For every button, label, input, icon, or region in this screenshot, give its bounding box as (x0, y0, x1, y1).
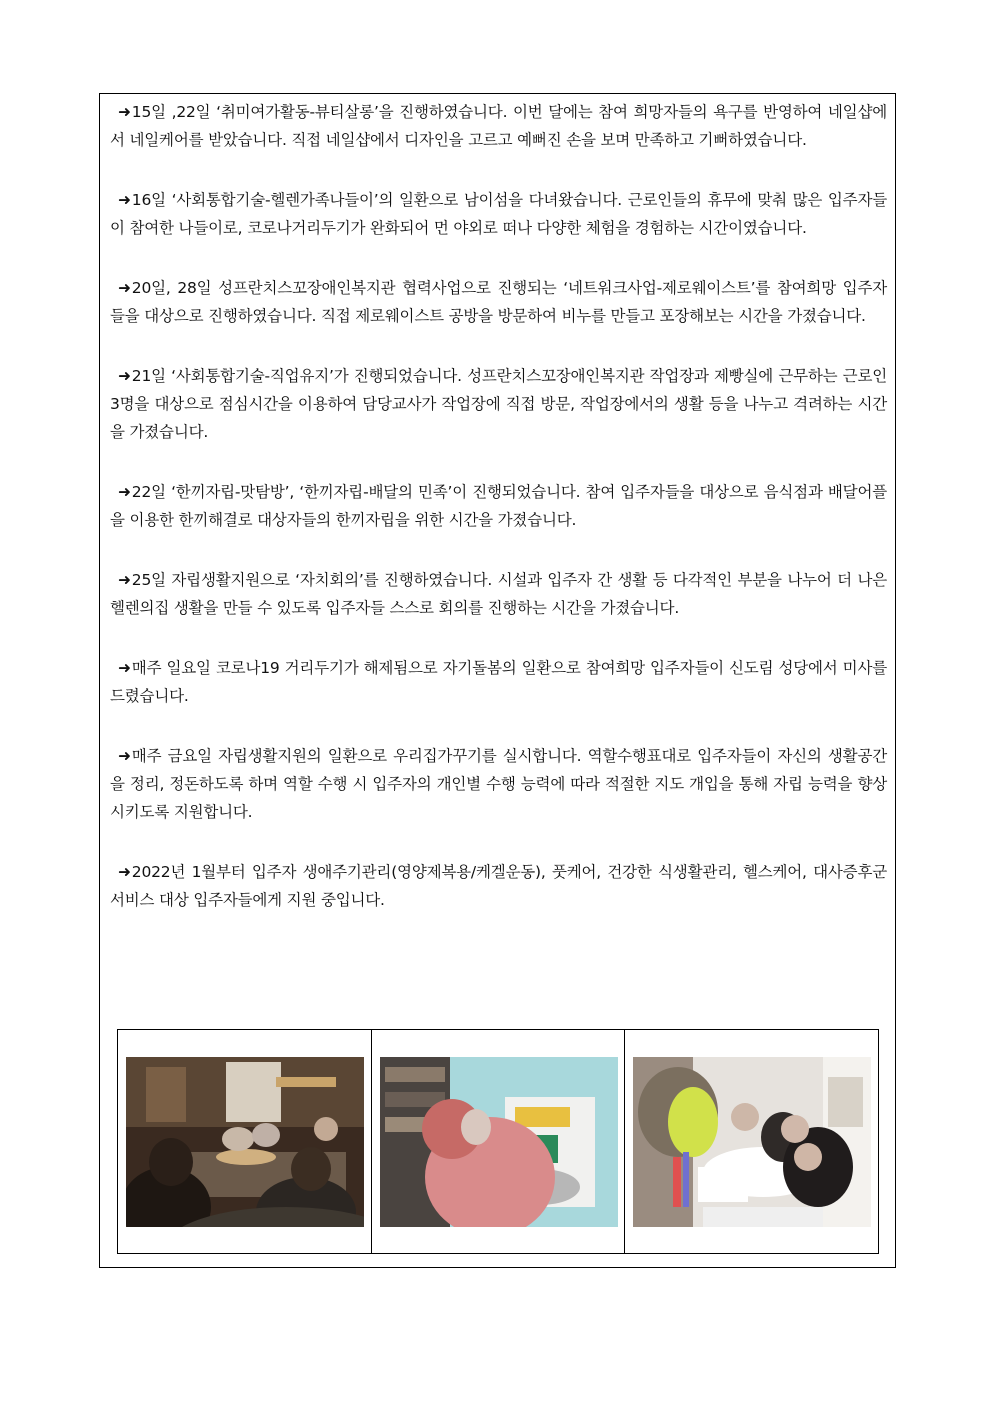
paragraph-job-retention: ➜21일 ‘사회통합기술-직업유지’가 진행되었습니다. 성프란치스꼬장애인복지관 작업장과 제빵실에 근무하는 근로인 3명을 대상으로 점심시간을 이용하여 담당교사가 작업장에 직접 방문, 작업장에서의 생활 등을 나누고 격려하는 시간을 가졌습니다. (110, 367, 887, 441)
photo-cell (372, 1030, 626, 1253)
paragraph-home-care: ➜매주 금요일 자립생활지원의 일환으로 우리집가꾸기를 실시합니다. 역할수행표대로 입주자들이 자신의 생활공간을 정리, 정돈하도록 하며 역할 수행 시 입주자의 개인별 수행 능력에 따라 적절한 지도 개입을 통해 자립 능력을 향상 시키도록 지원합니다. (110, 747, 887, 821)
paragraph-family-outing: ➜16일 ‘사회통합기술-헬렌가족나들이’의 일환으로 남이섬을 다녀왔습니다. 근로인들의 휴무에 맞춰 많은 입주자들이 참여한 나들이로, 코로나거리두기가 완화되어 먼 야외로 떠나 다양한 체험을 경험하는 시간이였습니다. (110, 191, 887, 237)
paragraph-meal-independence: ➜22일 ‘한끼자립-맛탐방’, ‘한끼자립-배달의 민족’이 진행되었습니다. 참여 입주자들을 대상으로 음식점과 배달어플을 이용한 한끼해결로 대상자들의 한끼자립을 위한 시간을 가졌습니다. (110, 483, 887, 529)
arrow-icon: ➜ (118, 367, 131, 385)
photo-cell (118, 1030, 372, 1253)
photo-cell (625, 1030, 878, 1253)
paragraph-self-governance: ➜25일 자립생활지원으로 ‘자치회의’를 진행하였습니다. 시설과 입주자 간 생활 등 다각적인 부분을 나누어 더 나은 헬렌의집 생활을 만들 수 있도록 입주자들 스스로 회의를 진행하는 시간을 가졌습니다. (110, 571, 887, 617)
paragraph-sunday-mass: ➜매주 일요일 코로나19 거리두기가 해제됨으로 자기돌봄의 일환으로 참여희망 입주자들이 신도림 성당에서 미사를 드렸습니다. (110, 659, 887, 705)
photo-table (117, 1029, 879, 1254)
paragraph-beauty-salon: ➜15일 ,22일 ‘취미여가활동-뷰티살롱’을 진행하였습니다. 이번 달에는 참여 희망자들의 욕구를 반영하여 네일샵에서 네일케어를 받았습니다. 직접 네일샵에서 디자인을 고르고 예뻐진 손을 보며 만족하고 기뻐하였습니다. (110, 103, 887, 149)
document-frame (99, 93, 896, 1268)
arrow-icon: ➜ (118, 103, 131, 121)
report-body (110, 98, 887, 946)
arrow-icon: ➜ (118, 863, 131, 881)
paragraph-health-care: ➜2022년 1월부터 입주자 생애주기관리(영양제복용/케겔운동), 풋케어, 건강한 식생활관리, 헬스케어, 대사증후군 서비스 대상 입주자들에게 지원 중입니다. (110, 863, 887, 909)
blood-pressure-measurement-photo (380, 1057, 618, 1227)
arrow-icon: ➜ (118, 659, 131, 677)
arrow-icon: ➜ (118, 279, 131, 297)
restaurant-group-photo (126, 1057, 364, 1227)
nail-care-photo (633, 1057, 871, 1227)
arrow-icon: ➜ (118, 571, 131, 589)
arrow-icon: ➜ (118, 747, 131, 765)
paragraph-zero-waste: ➜20일, 28일 성프란치스꼬장애인복지관 협력사업으로 진행되는 ‘네트워크사업-제로웨이스트’를 참여희망 입주자들을 대상으로 진행하였습니다. 직접 제로웨이스트 공방을 방문하여 비누를 만들고 포장해보는 시간을 가졌습니다. (110, 279, 887, 325)
arrow-icon: ➜ (118, 483, 131, 501)
arrow-icon: ➜ (118, 191, 131, 209)
